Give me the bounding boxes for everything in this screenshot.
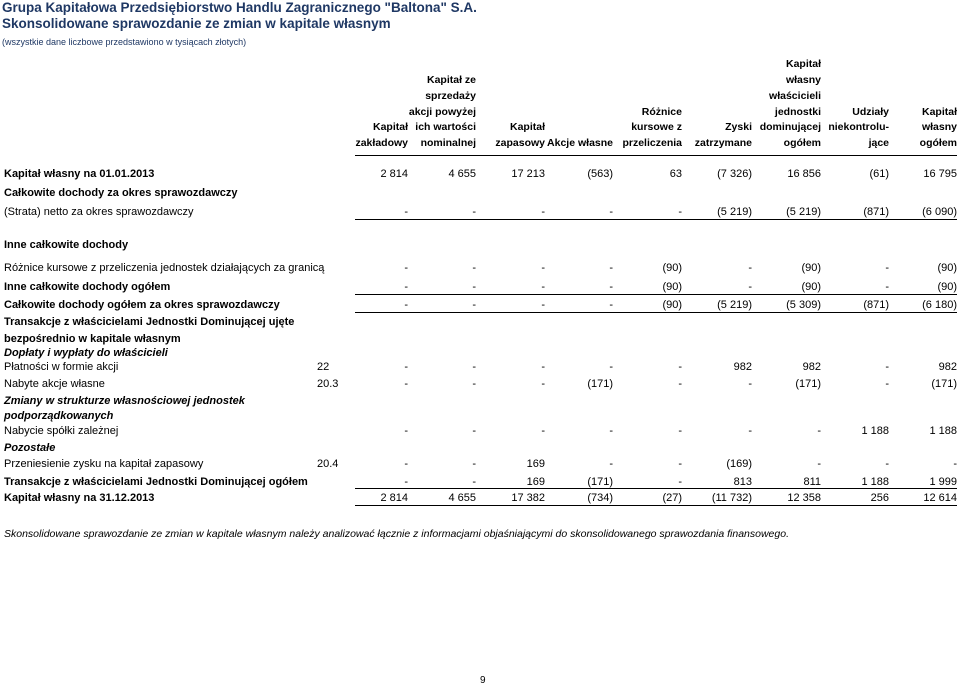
row-label: Transakcje z właścicielami Jednostki Dominującej ujęte — [4, 316, 295, 328]
cell-value: - — [885, 361, 889, 373]
column-header: Zyski zatrzymane — [694, 121, 752, 150]
cell-value: 2 814 — [380, 492, 408, 504]
cell-value: - — [541, 425, 545, 437]
cell-value: (871) — [863, 299, 889, 311]
cell-value: - — [472, 361, 476, 373]
cell-value: (5 309) — [786, 299, 821, 311]
cell-value: 1 188 — [929, 425, 957, 437]
table-row — [4, 408, 960, 424]
table-row — [4, 376, 960, 392]
cell-value: 17 213 — [511, 168, 545, 180]
cell-value: - — [678, 378, 682, 390]
cell-value: - — [609, 425, 613, 437]
cell-value: (90) — [801, 281, 821, 293]
page-number: 9 — [480, 675, 486, 686]
column-header: Różnice kursowe z przeliczenia — [622, 105, 682, 150]
cell-value: 982 — [802, 361, 821, 373]
row-label: Zmiany w strukturze własnościowej jednostek — [4, 395, 245, 407]
row-label: Różnice kursowe z przeliczenia jednostek działających za granicą — [4, 262, 325, 274]
row-note-ref: 20.3 — [317, 378, 339, 390]
table-row — [4, 185, 960, 201]
cell-value: - — [541, 378, 545, 390]
cell-value: 1 188 — [861, 476, 889, 488]
table-row — [4, 237, 960, 253]
table-row — [4, 393, 960, 409]
company-name: Grupa Kapitałowa Przedsiębiorstwo Handlu Zagranicznego "Baltona" S.A. — [2, 0, 477, 15]
cell-value: - — [953, 458, 957, 470]
cell-value: - — [817, 458, 821, 470]
cell-value: - — [678, 425, 682, 437]
cell-value: 12 358 — [787, 492, 821, 504]
column-header: Kapitał własny ogółem — [919, 105, 957, 150]
cell-value: - — [748, 262, 752, 274]
row-label: Pozostałe — [4, 442, 56, 454]
row-note-ref: 22 — [317, 361, 330, 373]
cell-value: - — [404, 206, 408, 218]
cell-value: 2 814 — [380, 168, 408, 180]
cell-value: (5 219) — [717, 299, 752, 311]
table-row — [4, 423, 960, 439]
header-divider — [355, 155, 957, 156]
cell-value: (61) — [869, 168, 889, 180]
cell-value: (90) — [662, 262, 682, 274]
subtotal-rule — [355, 312, 957, 313]
cell-value: - — [541, 262, 545, 274]
row-label: Kapitał własny na 31.12.2013 — [4, 492, 155, 504]
cell-value: - — [609, 206, 613, 218]
cell-value: - — [404, 378, 408, 390]
cell-value: 16 795 — [923, 168, 957, 180]
cell-value: 982 — [938, 361, 957, 373]
row-label: Przeniesienie zysku na kapitał zapasowy — [4, 458, 204, 470]
cell-value: - — [472, 281, 476, 293]
cell-value: - — [678, 361, 682, 373]
cell-value: (90) — [662, 281, 682, 293]
column-header: Kapitał zakładowy — [355, 121, 408, 150]
cell-value: - — [885, 262, 889, 274]
cell-value: - — [541, 299, 545, 311]
cell-value: - — [472, 299, 476, 311]
table-row — [4, 279, 960, 295]
cell-value: (563) — [587, 168, 613, 180]
cell-value: - — [472, 425, 476, 437]
table-row — [4, 314, 960, 330]
cell-value: - — [678, 206, 682, 218]
row-label: Inne całkowite dochody ogółem — [4, 281, 171, 293]
cell-value: 12 614 — [923, 492, 957, 504]
cell-value: 1 999 — [929, 476, 957, 488]
table-row — [4, 456, 960, 472]
column-header: Akcje własne — [547, 137, 613, 150]
cell-value: (6 090) — [922, 206, 957, 218]
table-row — [4, 204, 960, 220]
cell-value: (90) — [937, 262, 957, 274]
cell-value: - — [541, 206, 545, 218]
row-label: bezpośrednio w kapitale własnym — [4, 333, 181, 345]
cell-value: - — [609, 262, 613, 274]
cell-value: - — [404, 361, 408, 373]
cell-value: - — [748, 281, 752, 293]
cell-value: (871) — [863, 206, 889, 218]
row-label: Dopłaty i wypłaty do właścicieli — [4, 347, 168, 359]
table-row — [4, 440, 960, 456]
cell-value: - — [404, 281, 408, 293]
table-row — [4, 359, 960, 375]
cell-value: - — [609, 299, 613, 311]
cell-value: (5 219) — [717, 206, 752, 218]
cell-value: - — [609, 458, 613, 470]
table-row — [4, 260, 960, 276]
cell-value: 1 188 — [861, 425, 889, 437]
total-rule — [355, 505, 957, 506]
cell-value: - — [404, 458, 408, 470]
row-label: Kapitał własny na 01.01.2013 — [4, 168, 155, 180]
column-header: Kapitał zapasowy — [495, 121, 545, 150]
table-row — [4, 490, 960, 506]
cell-value: - — [472, 262, 476, 274]
cell-value: 813 — [733, 476, 752, 488]
column-header: Kapitał własny właścicieli jednostki dominującej ogółem — [759, 58, 821, 150]
cell-value: (5 219) — [786, 206, 821, 218]
table-row — [4, 166, 960, 182]
cell-value: - — [609, 361, 613, 373]
cell-value: 17 382 — [511, 492, 545, 504]
cell-value: - — [678, 476, 682, 488]
cell-value: - — [472, 476, 476, 488]
cell-value: - — [885, 378, 889, 390]
cell-value: - — [541, 281, 545, 293]
cell-value: (171) — [795, 378, 821, 390]
cell-value: 4 655 — [448, 492, 476, 504]
cell-value: 169 — [526, 476, 545, 488]
cell-value: 4 655 — [448, 168, 476, 180]
cell-value: 811 — [803, 476, 821, 488]
row-note-ref: 20.4 — [317, 458, 339, 470]
cell-value: - — [472, 206, 476, 218]
cell-value: (6 180) — [922, 299, 957, 311]
cell-value: (169) — [726, 458, 752, 470]
cell-value: - — [541, 361, 545, 373]
row-label: (Strata) netto za okres sprawozdawczy — [4, 206, 194, 218]
cell-value: (90) — [662, 299, 682, 311]
cell-value: (27) — [662, 492, 682, 504]
row-label: Transakcje z właścicielami Jednostki Dominującej ogółem — [4, 476, 308, 488]
row-label: Inne całkowite dochody — [4, 239, 129, 251]
report-subtitle: (wszystkie dane liczbowe przedstawiono w tysiącach złotych) — [2, 37, 247, 47]
cell-value: (11 732) — [711, 492, 752, 504]
cell-value: - — [885, 458, 889, 470]
cell-value: (171) — [931, 378, 957, 390]
cell-value: (90) — [937, 281, 957, 293]
cell-value: - — [817, 425, 821, 437]
row-label: Płatności w formie akcji — [4, 361, 119, 373]
column-header: Kapitał ze sprzedaży akcji powyżej ich wartości nominalnej — [408, 74, 476, 150]
cell-value: 63 — [669, 168, 682, 180]
cell-value: (90) — [801, 262, 821, 274]
column-header: Udziały niekontrolu- jące — [828, 105, 889, 150]
row-label: podporządkowanych — [4, 410, 114, 422]
cell-value: - — [404, 476, 408, 488]
row-label: Nabycie spółki zależnej — [4, 425, 119, 437]
cell-value: (734) — [587, 492, 613, 504]
cell-value: (171) — [587, 476, 613, 488]
row-label: Całkowite dochody za okres sprawozdawczy — [4, 187, 238, 199]
subtotal-rule — [355, 219, 957, 220]
cell-value: - — [404, 299, 408, 311]
cell-value: - — [748, 378, 752, 390]
cell-value: - — [609, 281, 613, 293]
row-label: Całkowite dochody ogółem za okres sprawozdawczy — [4, 299, 280, 311]
subtotal-rule — [355, 294, 957, 295]
cell-value: - — [472, 378, 476, 390]
row-label: Nabyte akcje własne — [4, 378, 105, 390]
cell-value: - — [678, 458, 682, 470]
cell-value: - — [404, 425, 408, 437]
cell-value: - — [472, 458, 476, 470]
cell-value: - — [885, 281, 889, 293]
cell-value: 16 856 — [787, 168, 821, 180]
cell-value: - — [748, 425, 752, 437]
cell-value: 169 — [526, 458, 545, 470]
cell-value: 256 — [870, 492, 889, 504]
subtotal-rule — [355, 488, 957, 489]
table-row — [4, 297, 960, 313]
cell-value: (7 326) — [717, 168, 752, 180]
cell-value: - — [404, 262, 408, 274]
report-title: Skonsolidowane sprawozdanie ze zmian w kapitale własnym — [2, 16, 391, 31]
footer-note: Skonsolidowane sprawozdanie ze zmian w kapitale własnym należy analizować łącznie z informacjami objaśniającymi do skonsolidowanego sprawozdania finansowego. — [4, 528, 789, 540]
cell-value: 982 — [733, 361, 752, 373]
cell-value: (171) — [587, 378, 613, 390]
